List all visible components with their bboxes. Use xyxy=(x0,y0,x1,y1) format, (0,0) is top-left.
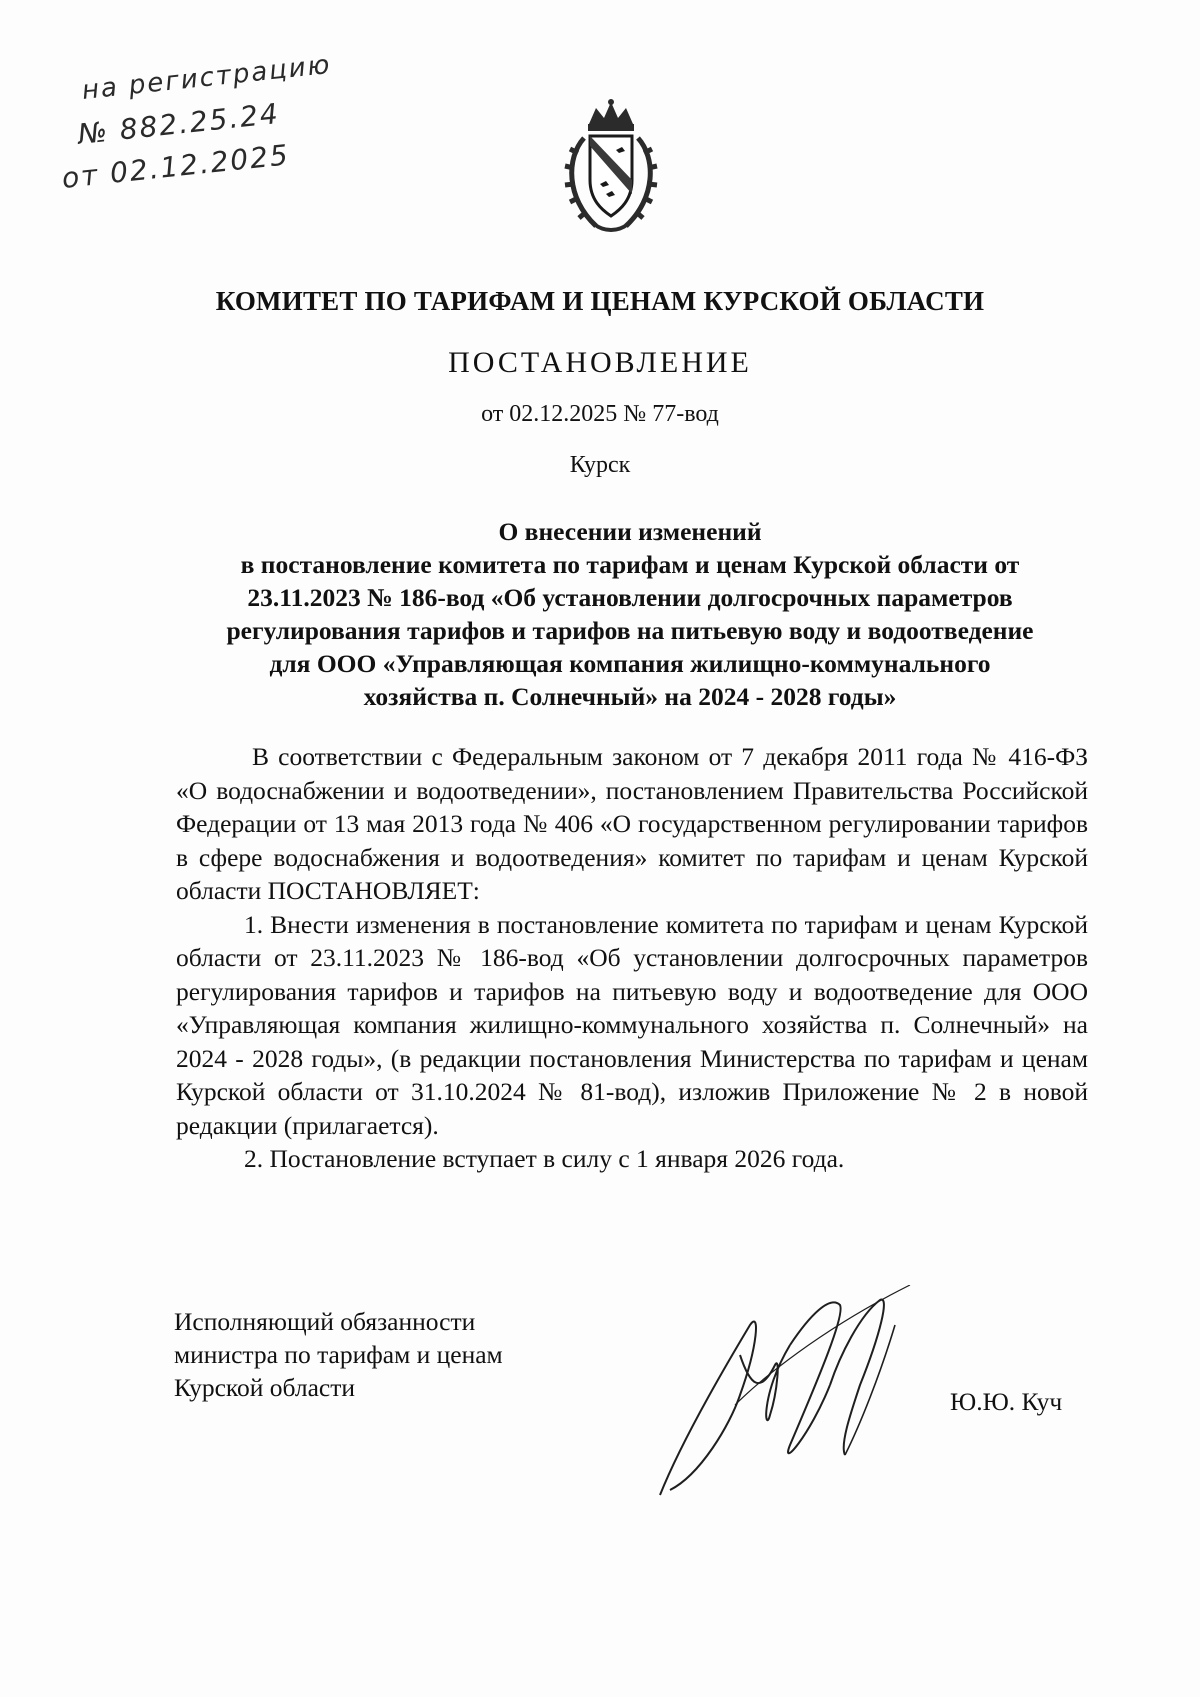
handwritten-registration-note xyxy=(60,49,333,210)
handwritten-note-line: № 882.25.24 xyxy=(76,96,282,151)
subject-line: О внесении изменений xyxy=(498,517,762,546)
handwritten-note-line: на регистрацию xyxy=(80,49,333,106)
document-body xyxy=(176,740,1088,1176)
subject-line: в постановление комитета по тарифам и ценам Курской области от xyxy=(240,550,1020,579)
subject-line: для ООО «Управляющая компания жилищно-коммунального xyxy=(269,649,991,678)
signer-name: Ю.Ю. Куч xyxy=(950,1387,1063,1416)
body-preamble: В соответствии с Федеральным законом от 7 декабря 2011 года № 416-ФЗ «О водоснабжении и водоотведении», постановлением Правительства Российской Федерации от 13 мая 2013 года № 406 «О государственном регулировании тарифов в сфере водоснабжения и водоотведения» комитет по тарифам и ценам Курской области ПОСТАНОВЛЯЕТ: xyxy=(176,742,1088,905)
document-type: ПОСТАНОВЛЕНИЕ xyxy=(448,346,752,379)
subject-line: 23.11.2023 № 186-вод «Об установлении долгосрочных параметров xyxy=(247,583,1013,612)
handwritten-signature xyxy=(640,1285,920,1505)
subject-line: хозяйства п. Солнечный» на 2024 - 2028 годы» xyxy=(363,682,897,711)
signer-position-line: Курской области xyxy=(174,1373,356,1402)
handwritten-note-line: от 02.12.2025 xyxy=(60,138,292,195)
organization-title: КОМИТЕТ ПО ТАРИФАМ И ЦЕНАМ КУРСКОЙ ОБЛАСТИ xyxy=(215,286,985,316)
subject-line: регулирования тарифов и тарифов на питьевую воду и водоотведение xyxy=(226,616,1034,645)
document-city: Курск xyxy=(569,452,631,478)
body-item-2: 2. Постановление вступает в силу с 1 января 2026 года. xyxy=(244,1144,845,1173)
signer-position-line: Исполняющий обязанности xyxy=(174,1307,476,1336)
signer-position-line: министра по тарифам и ценам xyxy=(174,1340,503,1369)
coat-of-arms-icon xyxy=(556,98,666,238)
document-subject xyxy=(170,515,1090,713)
body-item-1: 1. Внести изменения в постановление комитета по тарифам и ценам Курской области от 23.11.2023 № 186-вод «Об установлении долгосрочных параметров регулирования тарифов и тарифов на питьевую воду и водоотведение для ООО «Управляющая компания жилищно-коммунального хозяйства п. Солнечный» на 2024 - 2028 годы», (в редакции постановления Министерства по тарифам и ценам Курской области от 31.10.2024 № 81-вод), изложив Приложение № 2 в новой редакции (прилагается). xyxy=(176,909,1088,1140)
document-date-number: от 02.12.2025 № 77-вод xyxy=(481,401,719,427)
signer-position xyxy=(174,1305,503,1404)
